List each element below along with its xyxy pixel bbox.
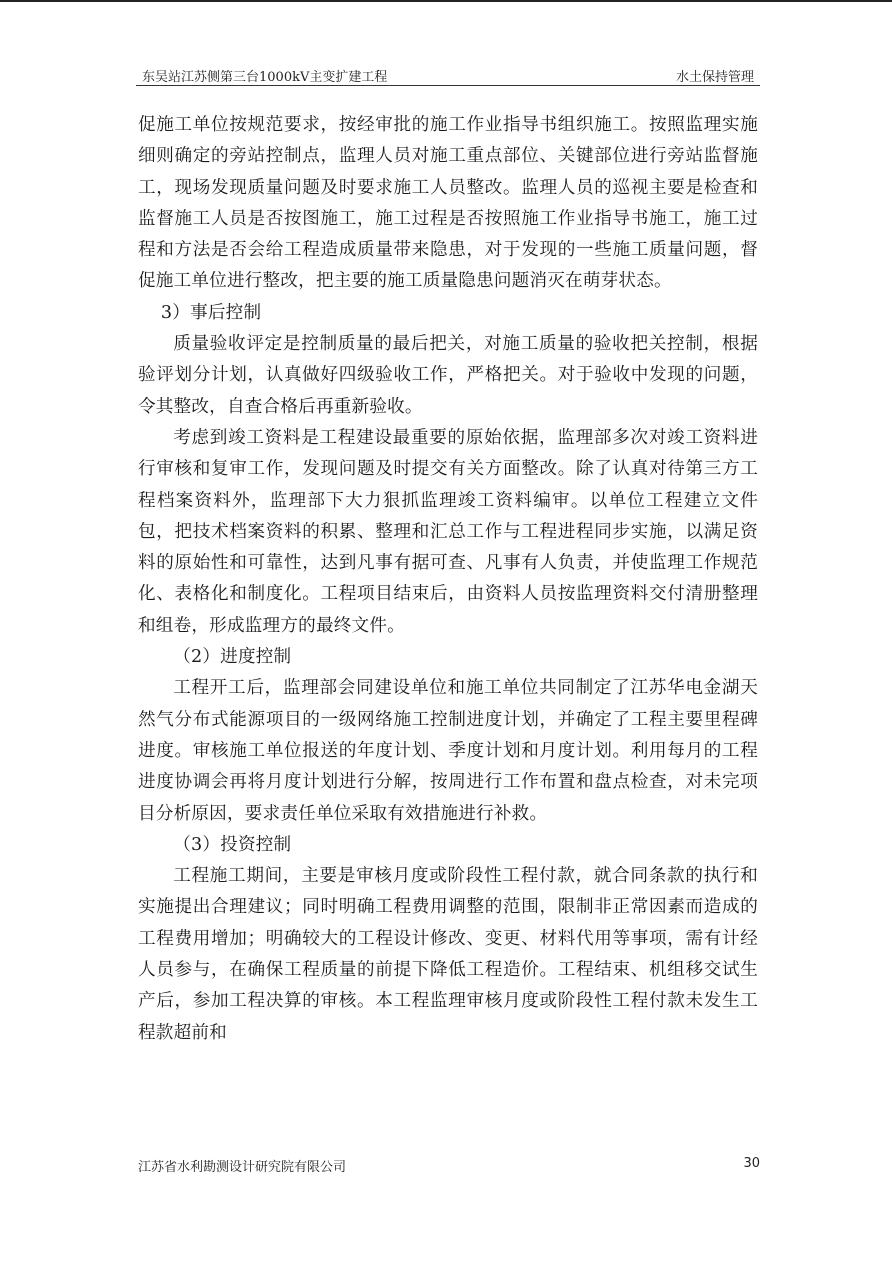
paragraph-quality-acceptance: 质量验收评定是控制质量的最后把关，对施工质量的验收把关控制，根据验评划分计划，认真做好四级验收工作，严格把关。对于验收中发现的问题，令其整改，自查合格后再重新验收。 xyxy=(138,334,758,417)
page-number: 30 xyxy=(743,1156,760,1171)
header-section-title: 水土保持管理 xyxy=(675,70,754,85)
paragraph-schedule-control: 工程开工后，监理部会同建设单位和施工单位共同制定了江苏华电金湖天然气分布式能源项目的一级网络施工控制进度计划，并确定了工程主要里程碑进度。审核施工单位报送的年度计划、季度计划和月度计划。利用每月的工程进度协调会再将月度计划进行分解，按周进行工作布置和盘点检查，对未完项目分析原因，要求责任单位采取有效措施进行补救。 xyxy=(138,678,758,824)
page-header xyxy=(136,66,760,84)
header-project-title: 东吴站江苏侧第三台1000kV主变扩建工程 xyxy=(142,70,388,85)
footer-company-name: 江苏省水利勘测设计研究院有限公司 xyxy=(138,1160,347,1175)
paragraph-continuation: 促施工单位按规范要求，按经审批的施工作业指导书组织施工。按照监理实施细则确定的旁站控制点，监理人员对施工重点部位、关键部位进行旁站监督施工，现场发现质量问题及时要求施工人员整改。监理人员的巡视主要是检查和监督施工人员是否按图施工，施工过程是否按照施工作业指导书施工，施工过程和方法是否会给工程造成质量带来隐患，对于发现的一些施工质量问题，督促施工单位进行整改，把主要的施工质量隐患问题消灭在萌芽状态。 xyxy=(138,115,758,292)
paragraph-investment-control: 工程施工期间，主要是审核月度或阶段性工程付款，就合同条款的执行和实施提出合理建议；同时明确工程费用调整的范围，限制非正常因素而造成的工程费用增加；明确较大的工程设计修改、变更、材料代用等事项，需有计经人员参与，在确保工程质量的前提下降低工程造价。工程结束、机组移交试生产后，参加工程决算的审核。本工程监理审核月度或阶段性工程付款未发生工程款超前和 xyxy=(138,866,758,1043)
heading-post-control: 3）事后控制 xyxy=(160,302,262,323)
paragraph-completion-documents: 考虑到竣工资料是工程建设最重要的原始依据，监理部多次对竣工资料进行审核和复审工作，发现问题及时提交有关方面整改。除了认真对待第三方工程档案资料外，监理部下大力狠抓监理竣工资料编审。以单位工程建立文件包，把技术档案资料的积累、整理和汇总工作与工程进程同步实施，以满足资料的原始性和可靠性，达到凡事有据可查、凡事有人负责，并使监理工作规范化、表格化和制度化。工程项目结束后，由资料人员按监理资料交付清册整理和组卷，形成监理方的最终文件。 xyxy=(138,427,758,636)
page-top-border xyxy=(0,0,892,2)
document-body xyxy=(138,110,758,1049)
heading-schedule-control: （2）进度控制 xyxy=(173,647,292,668)
heading-investment-control: （3）投资控制 xyxy=(173,834,292,855)
header-divider xyxy=(136,85,760,86)
